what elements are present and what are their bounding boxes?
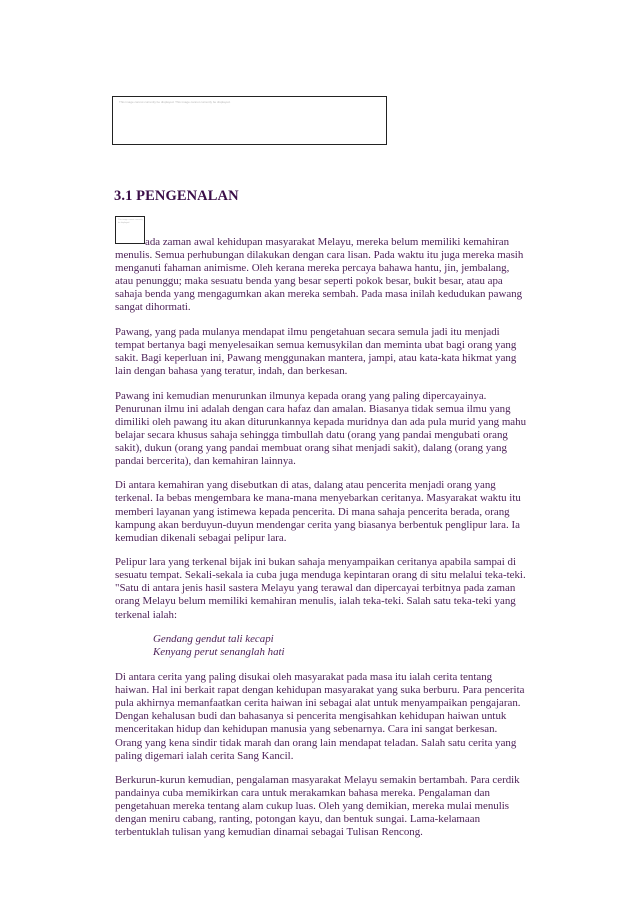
paragraph-2: Pawang, yang pada mulanya mendapat ilmu pengetahuan secara semula jadi itu menjadi tempat bertanya bagi menyelesaikan semua kemusykilan dan meminta ubat bagi orang yang sakit. Bagi keperluan ini, Pawang menggunakan mantera, jampi, atau kata-kata hikmat yang lain dengan bahasa yang teratur, indah, dan berkesan. <box>115 325 517 378</box>
article-body <box>115 236 527 851</box>
paragraph-1: ada zaman awal kehidupan masyarakat Melayu, mereka belum memiliki kemahiran menulis. Semua perhubungan dilakukan dengan cara lisan. Pada waktu itu juga mereka masih menganuti fahaman animisme. Oleh kerana mereka percaya bahawa hantu, jin, jembalang, atau penunggu; maka sesuatu benda yang besar seperti pokok besar, bukit besar, atau apa sahaja benda yang mengagumkan akan mereka sembah. Pada masa inilah kedudukan pawang sangat dihormati. <box>115 236 524 314</box>
verse-line-2: Kenyang perut senanglah hati <box>153 646 285 659</box>
section-heading: 3.1 PENGENALAN <box>114 188 239 204</box>
drop-cap-placeholder-text: This image cannot currently be displayed. <box>118 219 143 224</box>
paragraph-6: Di antara cerita yang paling disukai oleh masyarakat pada masa itu ialah cerita tentang haiwan. Hal ini berkait rapat dengan kehidupan masyarakat yang suka berburu. Para pencerita pula akhirnya memanfaatkan cerita haiwan ini sebagai alat untuk menyampaikan pengajaran. Dengan kehalusan budi dan bahasanya si pencerita mengisahkan kehidupan haiwan untuk menceritakan hidup dan kehidupan manusia yang sebenarnya. Cara ini sangat berkesan. Orang yang kena sindir tidak marah dan orang lain mendapat teladan. Salah satu cerita yang paling digemari ialah cerita Sang Kancil. <box>115 671 525 762</box>
paragraph-5: Pelipur lara yang terkenal bijak ini bukan sahaja menyampaikan ceritanya apabila sampai di sesuatu tempat. Sekali-sekala ia cuba juga menduga kepintaran orang di situ melalui teka-teki. "Satu di antara jenis hasil sastera Melayu yang terawal dan dipercayai terbitnya pada zaman orang Melayu belum memiliki kemahiran menulis, ialah teka-teki. Salah satu teka-teki yang terkenal ialah: <box>115 556 526 621</box>
image-placeholder-frame <box>112 96 387 145</box>
verse-line-1: Gendang gendut tali kecapi <box>153 632 274 645</box>
image-placeholder-text: This image cannot currently be displayed. This image cannot currently be displayed. <box>119 100 231 104</box>
riddle-verse <box>153 633 527 659</box>
paragraph-3: Pawang ini kemudian menurunkan ilmunya kepada orang yang paling dipercayainya. Penurunan ilmu ini adalah dengan cara hafaz dan amalan. Biasanya tidak semua ilmu yang dimiliki oleh pawang itu akan diturunkannya kepada muridnya dan ada pula murid yang mahu belajar secara khusus sahaja sehingga timbullah datu (orang yang pandai mengubati orang sakit), dukun (orang yang pandai membuat orang sihat menjadi sakit), dalang (orang yang pandai bercerita), dan kemahiran lainnya. <box>115 389 527 467</box>
paragraph-4: Di antara kemahiran yang disebutkan di atas, dalang atau pencerita menjadi orang yang terkenal. Ia bebas mengembara ke mana-mana menyebarkan ceritanya. Masyarakat waktu itu memberi layanan yang istimewa kepada pencerita. Di mana sahaja pencerita berada, orang kampung akan berduyun-duyun mendengar cerita yang biasanya berbentuk penglipur lara. Ia kemudian dikenali sebagai pelipur lara. <box>115 479 521 544</box>
paragraph-7: Berkurun-kurun kemudian, pengalaman masyarakat Melayu semakin bertambah. Para cerdik pandainya cuba memikirkan cara untuk merakamkan bahasa mereka. Pengalaman dan pengetahuan mereka tentang alam cukup luas. Oleh yang demikian, mereka mulai menulis dengan meniru cabang, ranting, potongan kayu, dan bentuk sungai. Lama-kelamaan terbentuklah tulisan yang kemudian dinamai sebagai Tulisan Rencong. <box>115 774 520 839</box>
